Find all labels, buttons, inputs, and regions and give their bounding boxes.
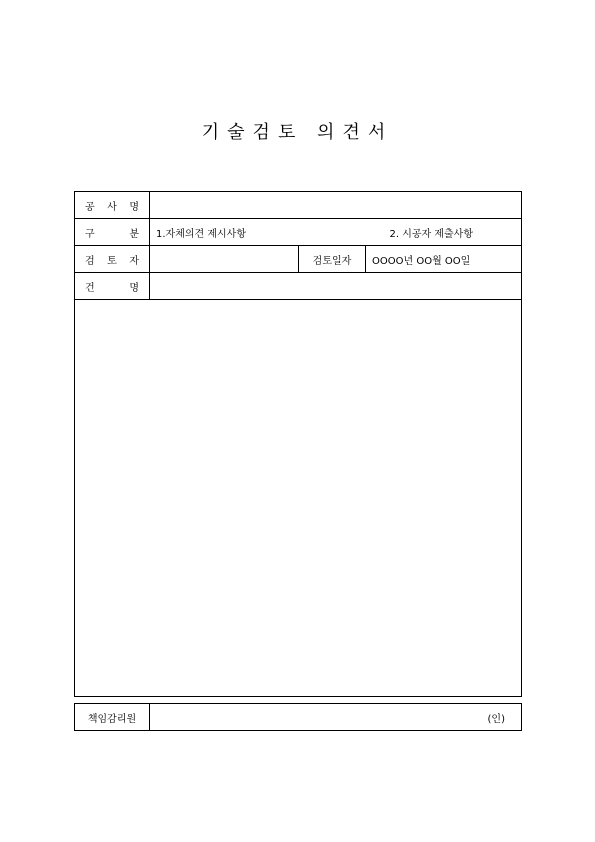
- document-title: 기술검토 의견서: [201, 122, 394, 143]
- label-char: 검: [85, 255, 95, 267]
- subject-row: [75, 273, 521, 300]
- reviewer-row: [75, 246, 521, 273]
- reviewer-label: [75, 246, 150, 272]
- project-row: [75, 192, 521, 219]
- label-char: 공: [85, 201, 95, 213]
- category-options: [150, 219, 521, 245]
- label-char: 명: [129, 201, 139, 213]
- subject-field[interactable]: [150, 273, 521, 299]
- label-char: 명: [129, 282, 139, 294]
- category-option-self[interactable]: 1.자체의견 제시사항: [156, 228, 246, 240]
- label-char: 사: [107, 201, 117, 213]
- label-char: 자: [129, 255, 139, 267]
- supervisor-label: 책임감리원: [75, 704, 150, 730]
- review-date-field[interactable]: OOOO년 OO월 OO일: [372, 255, 471, 267]
- review-form: [74, 191, 522, 697]
- label-char: 분: [129, 228, 139, 240]
- category-option-contractor[interactable]: 2. 시공자 제출사항: [389, 228, 473, 240]
- project-label: [75, 192, 150, 218]
- project-field[interactable]: [150, 192, 521, 218]
- opinion-body[interactable]: [75, 300, 521, 696]
- category-label: [75, 219, 150, 245]
- category-row: [75, 219, 521, 246]
- reviewer-field[interactable]: [150, 246, 299, 272]
- signature-row: [74, 703, 522, 731]
- review-date-label: 검토일자: [299, 246, 366, 272]
- label-char: 건: [85, 282, 95, 294]
- seal-mark: (인): [487, 713, 505, 725]
- subject-label: [75, 273, 150, 299]
- label-char: 구: [85, 228, 95, 240]
- label-char: 토: [107, 255, 117, 267]
- seal-field[interactable]: [150, 704, 521, 730]
